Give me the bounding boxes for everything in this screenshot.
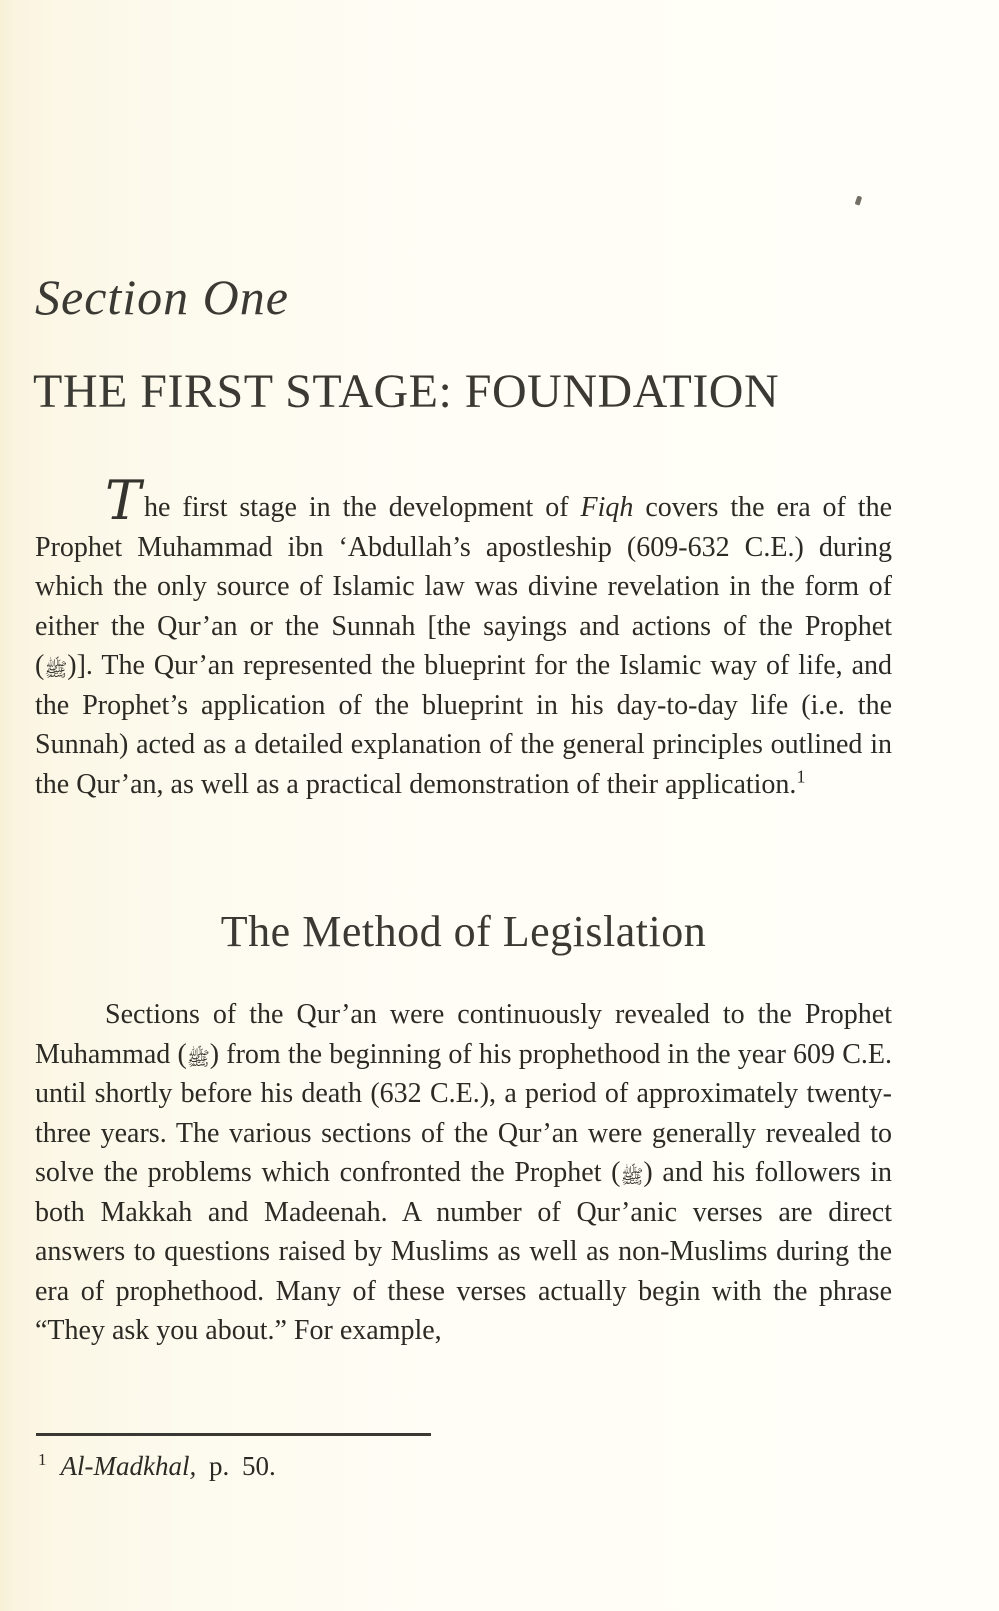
- honorific-symbol: ﷺ: [620, 1166, 644, 1188]
- footnote-page-number: p. 50.: [196, 1451, 276, 1481]
- term-fiqh: Fiqh: [580, 492, 634, 523]
- page-title: THE FIRST STAGE: FOUNDATION: [33, 365, 780, 418]
- footnote-marker: 1: [38, 1450, 47, 1469]
- paragraph-first-stage: [35, 469, 893, 804]
- paragraph-text: ) from the beginning of his prophethood in the year 609 C.E. until shortly before his death (632 C.E.), a period of approximately twenty-three years. The various sections of the Qur’an were generally revealed to solve the problems which confronted the Prophet (: [35, 1038, 893, 1188]
- footnote-source-title: Al-Madkhal,: [60, 1451, 197, 1481]
- footnote-divider: [36, 1433, 431, 1436]
- honorific-symbol: ﷺ: [186, 1047, 210, 1070]
- footnote: [38, 1448, 738, 1484]
- paragraph-text: ) and his followers in both Makkah and Madeenah. A number of Qur’anic verses are direct answers to questions raised by Muslims as well as non-Muslims during the era of prophethood. Many of these verses actually begin with the phrase “They ask you about.” For example,: [35, 1157, 892, 1346]
- decorative-initial: T: [105, 469, 142, 532]
- paragraph-text: )]. The Qur’an represented the blueprint for the Islamic way of life, and the Prophet’s application of the blueprint in his day-to-day life (i.e. the Sunnah) acted as a detailed explanation of the general principles outlined in the Qur’an, as well as a practical demonstration of their application.: [35, 650, 892, 800]
- footnote-reference: 1: [796, 766, 806, 787]
- paragraph-text: Sections of the Qur’an were continuously revealed to the Prophet Muhammad (: [35, 999, 892, 1070]
- paragraph-text: he first stage in the development of: [144, 492, 581, 523]
- section-label: Section One: [35, 269, 289, 325]
- paragraph-text: covers the era of the Prophet Muhammad ibn ‘Abdullah’s apostleship (609-632 C.E.) during which the only source of Islamic law was divine revelation in the form of either the Qur’an or the Sunnah [the sayings and actions of the Prophet (: [35, 492, 893, 681]
- subheading-method-of-legislation: The Method of Legislation: [220, 907, 707, 956]
- honorific-symbol: ﷺ: [44, 659, 68, 681]
- scan-speck: [855, 195, 863, 205]
- paragraph-method: [35, 995, 892, 1351]
